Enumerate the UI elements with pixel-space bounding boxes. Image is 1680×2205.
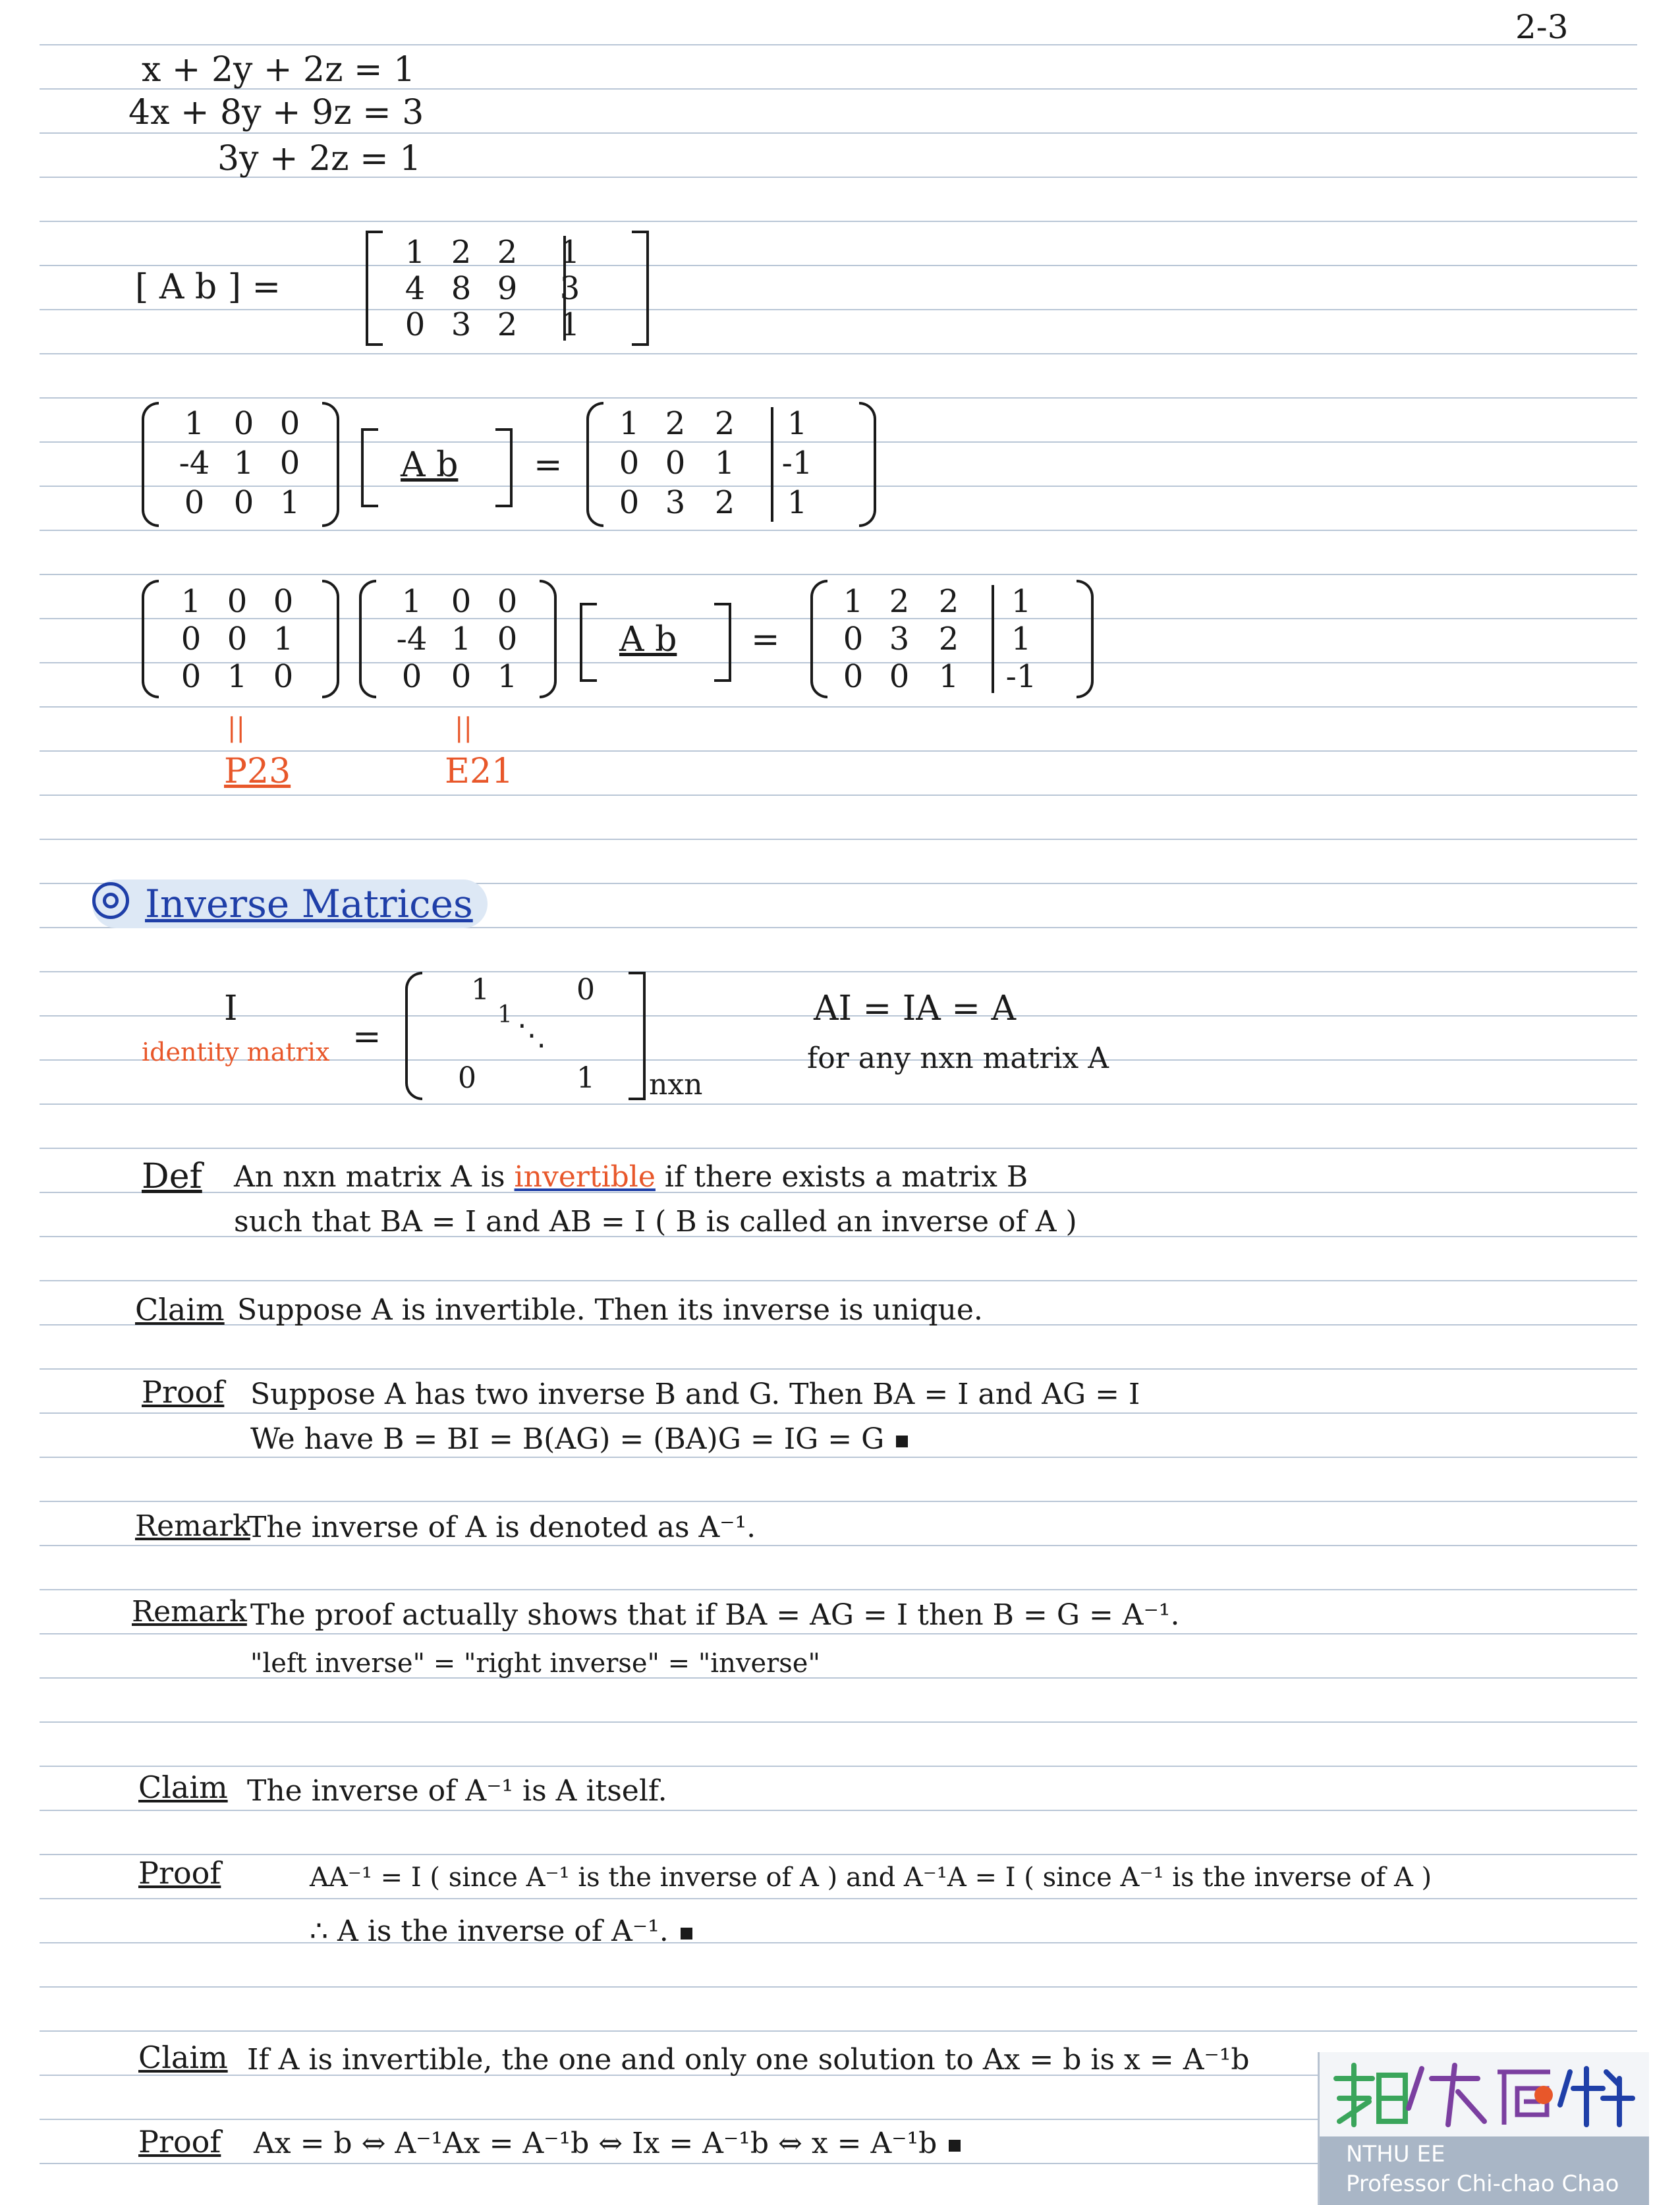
proof2-line-1: AA⁻¹ = I ( since A⁻¹ is the inverse of A ) and A⁻¹A = I ( since A⁻¹ is the inverse of A ) bbox=[310, 1862, 1432, 1893]
watermark-logo bbox=[1318, 2052, 1649, 2205]
permutation-matrix-p23 bbox=[142, 580, 339, 698]
augmented-cell-2-3: 9 bbox=[497, 270, 518, 307]
identity-matrix bbox=[405, 972, 646, 1100]
proof3-tag: Proof bbox=[138, 2124, 221, 2160]
p23-cell-1-3: 0 bbox=[273, 583, 294, 620]
p23-cell-3-3: 0 bbox=[273, 658, 294, 695]
qed-square-icon bbox=[896, 1436, 908, 1447]
p23-label: P23 bbox=[224, 752, 291, 791]
identity-symbol: I bbox=[224, 989, 238, 1028]
step1-result-cell-1-2: 2 bbox=[665, 405, 686, 442]
section-heading-inverse-matrices bbox=[92, 879, 488, 928]
logo-org: NTHU EE bbox=[1346, 2141, 1445, 2167]
proof1-tag: Proof bbox=[142, 1374, 225, 1410]
augmented-cell-1-1: 1 bbox=[405, 234, 426, 271]
proof1-line-2-text: We have B = BI = B(AG) = (BA)G = IG = G bbox=[250, 1422, 885, 1456]
remark2-line-1: The proof actually shows that if BA = AG = I then B = G = A⁻¹. bbox=[250, 1598, 1180, 1632]
double-circle-icon bbox=[92, 882, 129, 919]
e21-cell-3-2: 0 bbox=[233, 484, 254, 521]
step1-result bbox=[586, 402, 876, 527]
p23-cell-2-3: 1 bbox=[273, 621, 294, 657]
step2-result-cell-2-4: 1 bbox=[1011, 621, 1032, 657]
step2-result-cell-3-3: 1 bbox=[938, 658, 959, 695]
identity-rule-note: for any nxn matrix A bbox=[807, 1042, 1109, 1075]
step1-result-cell-1-3: 2 bbox=[714, 405, 735, 442]
augmented-cell-3-2: 3 bbox=[451, 306, 472, 343]
augmented-cell-1-4: 1 bbox=[559, 234, 580, 271]
logo-calligraphy-icon bbox=[1326, 2059, 1642, 2131]
e21-b-cell-1-1: 1 bbox=[401, 583, 422, 620]
definition-line-2: such that BA = I and AB = I ( B is called an inverse of A ) bbox=[234, 1205, 1077, 1239]
e21-grid bbox=[168, 405, 313, 524]
augmented-cell-3-1: 0 bbox=[405, 306, 426, 343]
step1-result-cell-3-1: 0 bbox=[619, 484, 640, 521]
qed-square-icon bbox=[681, 1928, 692, 1940]
identity-equals: = bbox=[352, 1017, 381, 1057]
proof1-line-1: Suppose A has two inverse B and G. Then BA = I and AG = I bbox=[250, 1378, 1140, 1411]
identity-entry-1-1: 1 bbox=[471, 973, 490, 1007]
step2-result-cell-2-1: 0 bbox=[843, 621, 864, 657]
page-number: 2-3 bbox=[1515, 8, 1569, 46]
augmented-cell-3-4: 1 bbox=[559, 306, 580, 343]
step1-result-cell-1-1: 1 bbox=[619, 405, 640, 442]
e21-b-cell-3-1: 0 bbox=[401, 658, 422, 695]
e21-label: E21 bbox=[445, 752, 514, 791]
step1-result-cell-2-1: 0 bbox=[619, 445, 640, 482]
step2-ab bbox=[580, 603, 731, 682]
proof2-tag: Proof bbox=[138, 1855, 221, 1891]
equation-3: 3y + 2z = 1 bbox=[217, 139, 422, 179]
step2-result-cell-2-3: 2 bbox=[938, 621, 959, 657]
e21-b-cell-2-3: 0 bbox=[497, 621, 518, 657]
step2-ab-label: A b bbox=[619, 620, 677, 659]
proof2-line-2-text: ∴ A is the inverse of A⁻¹. bbox=[310, 1914, 669, 1948]
claim1-text: Suppose A is invertible. Then its inverse is unique. bbox=[237, 1293, 983, 1327]
e21-b-cell-2-2: 1 bbox=[451, 621, 472, 657]
proof1-line-2 bbox=[250, 1422, 908, 1456]
e21-cell-1-3: 0 bbox=[279, 405, 300, 442]
proof3-text-body: Ax = b ⇔ A⁻¹Ax = A⁻¹b ⇔ Ix = A⁻¹b ⇔ x = A⁻¹b bbox=[254, 2127, 938, 2160]
e21-b-cell-1-3: 0 bbox=[497, 583, 518, 620]
e21-cell-2-3: 0 bbox=[279, 445, 300, 482]
step1-ab bbox=[361, 428, 513, 507]
step1-result-grid bbox=[606, 405, 843, 524]
definition-tag: Def bbox=[142, 1157, 202, 1196]
e21-b-cell-2-1: -4 bbox=[396, 621, 428, 657]
step1-ab-label: A b bbox=[401, 445, 459, 485]
augmented-matrix bbox=[366, 231, 649, 346]
step2-result-cell-3-4: -1 bbox=[1005, 658, 1037, 695]
step1-result-cell-3-3: 2 bbox=[714, 484, 735, 521]
identity-entry-zero-bottom: 0 bbox=[458, 1061, 476, 1095]
identity-entry-2-2: 1 bbox=[497, 1001, 513, 1028]
augmented-cell-2-4: 3 bbox=[559, 270, 580, 307]
identity-entry-zero-top: 0 bbox=[576, 973, 595, 1007]
equation-2: 4x + 8y + 9z = 3 bbox=[128, 93, 424, 132]
step1-result-cell-3-4: 1 bbox=[787, 484, 808, 521]
identity-diagonal-dots: ⋱ bbox=[517, 1019, 546, 1052]
remark1-tag: Remark bbox=[135, 1509, 250, 1543]
step2-result-cell-1-4: 1 bbox=[1011, 583, 1032, 620]
claim2-text: The inverse of A⁻¹ is A itself. bbox=[247, 1774, 667, 1808]
identity-size: nxn bbox=[649, 1068, 703, 1102]
e21-b-cell-3-2: 0 bbox=[451, 658, 472, 695]
p23-grid bbox=[168, 583, 306, 696]
step1-result-cell-2-2: 0 bbox=[665, 445, 686, 482]
elimination-matrix-e21-b bbox=[359, 580, 557, 698]
p23-cell-2-2: 0 bbox=[227, 621, 248, 657]
p23-cell-3-2: 1 bbox=[227, 658, 248, 695]
e21-cell-3-3: 1 bbox=[279, 484, 300, 521]
identity-entry-n-n: 1 bbox=[576, 1061, 595, 1095]
step2-result-cell-1-3: 2 bbox=[938, 583, 959, 620]
equation-1: x + 2y + 2z = 1 bbox=[142, 50, 416, 90]
augmented-label: [ A b ] = bbox=[135, 267, 281, 307]
e21-cell-3-1: 0 bbox=[184, 484, 205, 521]
definition-pre: An nxn matrix A is bbox=[234, 1160, 505, 1194]
definition-keyword: invertible bbox=[514, 1160, 656, 1194]
claim3-tag: Claim bbox=[138, 2040, 228, 2075]
identity-label: identity matrix bbox=[142, 1038, 330, 1067]
remark2-line-2: "left inverse" = "right inverse" = "inverse" bbox=[250, 1648, 820, 1679]
step2-result-cell-1-1: 1 bbox=[843, 583, 864, 620]
step1-result-cell-2-4: -1 bbox=[781, 445, 813, 482]
section-title: Inverse Matrices bbox=[145, 881, 473, 926]
e21-b-cell-1-2: 0 bbox=[451, 583, 472, 620]
p23-cell-2-1: 0 bbox=[181, 621, 202, 657]
remark1-text: The inverse of A is denoted as A⁻¹. bbox=[247, 1511, 756, 1544]
definition-line-1 bbox=[234, 1160, 1028, 1194]
p23-cell-1-1: 1 bbox=[181, 583, 202, 620]
proof2-line-2 bbox=[310, 1914, 692, 1948]
e21-equal-mark: || bbox=[455, 713, 472, 743]
identity-rule: AI = IA = A bbox=[814, 989, 1016, 1028]
step1-equals: = bbox=[534, 445, 563, 485]
claim1-tag: Claim bbox=[135, 1292, 225, 1327]
step2-result-cell-3-1: 0 bbox=[843, 658, 864, 695]
qed-square-icon bbox=[949, 2140, 961, 2152]
augmented-cell-3-3: 2 bbox=[497, 306, 518, 343]
definition-post: if there exists a matrix B bbox=[664, 1160, 1028, 1194]
e21-grid-b bbox=[385, 583, 530, 696]
elimination-matrix-e21 bbox=[142, 402, 339, 527]
step1-result-cell-3-2: 3 bbox=[665, 484, 686, 521]
e21-cell-1-2: 0 bbox=[233, 405, 254, 442]
p23-equal-mark: || bbox=[227, 713, 245, 743]
augmented-cell-1-3: 2 bbox=[497, 234, 518, 271]
augmented-matrix-grid bbox=[392, 234, 609, 343]
step2-result-grid bbox=[830, 583, 1067, 696]
remark2-tag: Remark bbox=[132, 1595, 247, 1629]
logo-professor: Professor Chi-chao Chao bbox=[1346, 2171, 1619, 2197]
step1-result-cell-1-4: 1 bbox=[787, 405, 808, 442]
step2-result-cell-3-2: 0 bbox=[889, 658, 910, 695]
proof3-text bbox=[254, 2129, 961, 2158]
e21-cell-2-1: -4 bbox=[179, 445, 210, 482]
p23-cell-3-1: 0 bbox=[181, 658, 202, 695]
augmented-cell-2-2: 8 bbox=[451, 270, 472, 307]
e21-b-cell-3-3: 1 bbox=[497, 658, 518, 695]
step2-equals: = bbox=[751, 620, 780, 659]
e21-cell-1-1: 1 bbox=[184, 405, 205, 442]
augmented-cell-2-1: 4 bbox=[405, 270, 426, 307]
augmented-cell-1-2: 2 bbox=[451, 234, 472, 271]
e21-cell-2-2: 1 bbox=[233, 445, 254, 482]
step2-result-cell-1-2: 2 bbox=[889, 583, 910, 620]
claim3-text: If A is invertible, the one and only one solution to Ax = b is x = A⁻¹b bbox=[247, 2043, 1250, 2077]
step1-result-cell-2-3: 1 bbox=[714, 445, 735, 482]
step2-result bbox=[810, 580, 1094, 698]
claim2-tag: Claim bbox=[138, 1770, 228, 1805]
step2-result-cell-2-2: 3 bbox=[889, 621, 910, 657]
p23-cell-1-2: 0 bbox=[227, 583, 248, 620]
